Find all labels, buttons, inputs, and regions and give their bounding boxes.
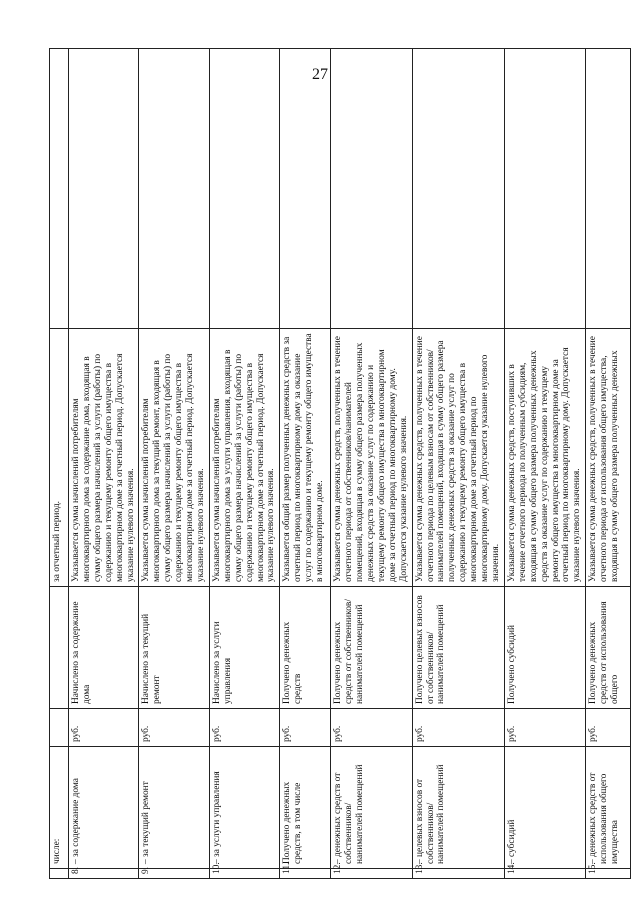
table-row <box>586 49 631 879</box>
field-name-cell: Получено целевых взносов от собственников/нанимателей помещений <box>412 587 504 709</box>
row-number-cell: 14. <box>504 869 585 879</box>
indicator-name-cell: Получено денежных средств, в том числе <box>280 747 331 869</box>
table-row <box>331 49 412 879</box>
blank-cell <box>586 49 631 329</box>
field-name-cell: Начислено за услуги управления <box>209 587 279 709</box>
indicator-name-cell: – денежных средств от использования общего имущества <box>586 747 631 869</box>
table-row <box>69 49 139 879</box>
field-name-cell: Получено денежных средств от использования общего <box>586 587 631 709</box>
description-cell: Указывается сумма начислений потребителям многоквартирного дома за услуги управления, входящая в сумму общего размера начислений за услуги (работы) по содержанию и текущему ремонту общего имущества в многоквартирном доме за отчетный период. Допускается указание нулевого значения. <box>209 329 279 587</box>
unit-cell: руб. <box>209 709 279 747</box>
unit-cell: руб. <box>586 709 631 747</box>
row-number-cell: 11. <box>280 869 331 879</box>
blank-cell <box>504 49 585 329</box>
page-number: 27 <box>312 66 328 83</box>
unit-cell <box>50 709 69 747</box>
unit-cell: руб. <box>69 709 139 747</box>
continuation-row <box>50 49 69 879</box>
unit-cell: руб. <box>504 709 585 747</box>
requirements-table <box>49 48 631 879</box>
row-number-cell: 15. <box>586 869 631 879</box>
row-number-cell: 10. <box>209 869 279 879</box>
field-name-cell <box>50 587 69 709</box>
table-row <box>504 49 585 879</box>
description-cell: Указывается сумма начислений потребителям многоквартирного дома за содержание дома, входящая в сумму общего размера начислений за услуги (работы) по содержанию и текущему ремонту общего имущества в многоквартирном доме за отчетный период. Допускается указание нулевого значения. <box>69 329 139 587</box>
unit-cell: руб. <box>412 709 504 747</box>
field-name-cell: Получено денежных средств <box>280 587 331 709</box>
description-cell: Указывается сумма денежных средств, полученных в течение отчетного периода по целевым взносам от собственников/ нанимателей помещений, входящая в сумму общего размера полученных денежных средств за оказание услуг по содержанию и текущему ремонту общего имущества в многоквартирном доме за отчетный период по многоквартирному дому. Допускается указание нулевого значения. <box>412 329 504 587</box>
table-body <box>50 49 631 879</box>
indicator-name-cell: – за содержание дома <box>69 747 139 869</box>
indicator-name-cell: – денежных средств от собственников/ нанимателей помещений <box>331 747 412 869</box>
row-number-cell <box>50 869 69 879</box>
indicator-name-cell: – целевых взносов от собственников/ нанимателей помещений <box>412 747 504 869</box>
row-number-cell: 9. <box>139 869 209 879</box>
field-name-cell: Получено денежных средств от собственников/нанимателей помещений <box>331 587 412 709</box>
table-row <box>209 49 279 879</box>
unit-cell: руб. <box>331 709 412 747</box>
field-name-cell: Получено субсидий <box>504 587 585 709</box>
blank-cell <box>139 49 209 329</box>
table-row <box>280 49 331 879</box>
indicator-name-cell: – за текущий ремонт <box>139 747 209 869</box>
blank-cell <box>331 49 412 329</box>
field-name-cell: Начислено за текущий ремонт <box>139 587 209 709</box>
table-row <box>412 49 504 879</box>
table-row <box>139 49 209 879</box>
description-cell: Указывается общий размер полученных денежных средств за отчетный период по многоквартирному дому за оказание услуг по содержанию и текущему ремонту общего имущества в многоквартирном доме. <box>280 329 331 587</box>
row-number-cell: 13. <box>412 869 504 879</box>
blank-cell <box>50 49 69 329</box>
indicator-name-cell: – субсидий <box>504 747 585 869</box>
indicator-name-cell: – за услуги управления <box>209 747 279 869</box>
unit-cell: руб. <box>139 709 209 747</box>
row-number-cell: 12. <box>331 869 412 879</box>
row-number-cell: 8. <box>69 869 139 879</box>
rotated-table-wrapper <box>49 49 621 879</box>
description-cell: Указывается сумма начислений потребителям многоквартирного дома за текущий ремонт, входящая в сумму общего размера начислений за услуги (работы) по содержанию и текущему ремонту общего имущества в многоквартирном доме за отчетный период. Допускается указание нулевого значения. <box>139 329 209 587</box>
description-cell: Указывается сумма денежных средств, полученных в течение отчетного периода от собственников/нанимателей помещений, входящая в сумму общего размера полученных денежных средств за оказание услуг по содержанию и текущему ремонту общего имущества в многоквартирном доме за отчетный период по многоквартирному дому. Допускается указание нулевого значения. <box>331 329 412 587</box>
description-cell: за отчетный период. <box>50 329 69 587</box>
blank-cell <box>69 49 139 329</box>
description-cell: Указывается сумма денежных средств, полученных в течение отчетного периода от использования общего имущества, входящая в сумму общего размера полученных денежных <box>586 329 631 587</box>
field-name-cell: Начислено за содержание дома <box>69 587 139 709</box>
blank-cell <box>412 49 504 329</box>
indicator-name-cell: числе: <box>50 747 69 869</box>
unit-cell: руб. <box>280 709 331 747</box>
blank-cell <box>209 49 279 329</box>
description-cell: Указывается сумма денежных средств, поступивших в течение отчетного периода по полученным субсидиям, входящая в сумму общего размера полученных денежных средств за оказание услуг по содержанию и текущему ремонту общего имущества в многоквартирном доме за отчетный период по многоквартирному дому. Допускается указание нулевого значения. <box>504 329 585 587</box>
blank-cell <box>280 49 331 329</box>
